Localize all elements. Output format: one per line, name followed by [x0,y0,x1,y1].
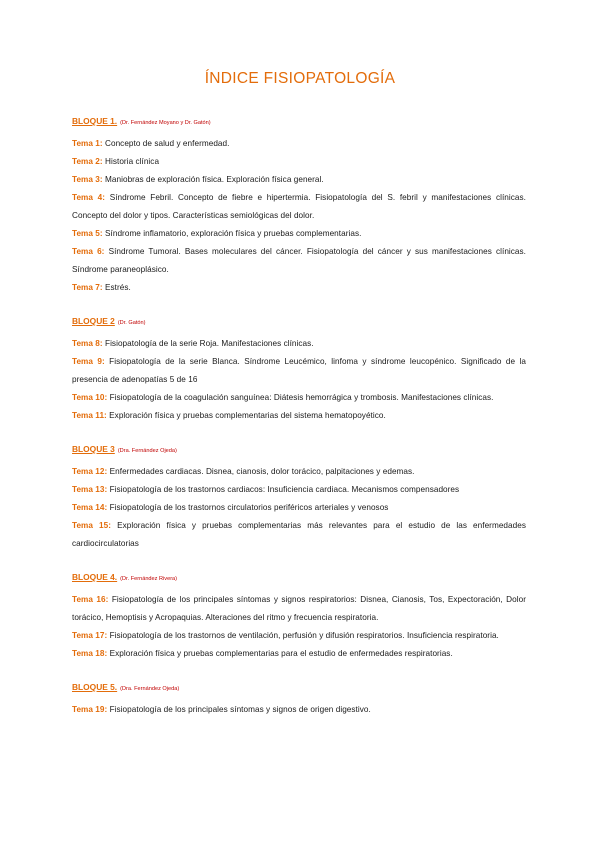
topic-item [72,135,526,153]
topic-text: Fisiopatología de la serie Blanca. Síndrome Leucémico, linfoma y síndrome leucopénico. Significado de la presencia de adenopatías 5 de 16 [72,357,526,384]
block-professor: (Dra. Fernández Ojeda) [120,686,180,692]
topic-text: Enfermedades cardiacas. Disnea, cianosis, dolor torácico, palpitaciones y edemas. [109,467,415,476]
topic-item [72,225,526,243]
topic-text: Exploración física y pruebas complementarias del sistema hematopoyético. [109,411,386,420]
topic-text: Fisiopatología de los principales síntomas y signos respiratorios: Disnea, Cianosis, Tos, Expectoración, Dolor torácico, Hemoptisis y Acropaquias. Alteraciones del ritmo y frecuencia respiratoria. [72,595,526,622]
topic-text: Fisiopatología de los trastornos circulatorios periféricos arteriales y venosos [109,503,389,512]
topic-item [72,701,526,719]
topic-item [72,499,526,517]
index-block [72,115,526,297]
index-block [72,571,526,663]
topic-item [72,517,526,553]
topic-number: Tema 15: [72,521,112,530]
topic-number: Tema 10: [72,393,108,402]
topic-text: Síndrome Tumoral. Bases moleculares del cáncer. Fisiopatología del cáncer y sus manifestaciones clínicas. Síndrome paraneoplásico. [72,247,527,274]
block-professor: (Dr. Fernández Moyano y Dr. Gatón) [120,120,211,126]
topic-text: Fisiopatología de los trastornos cardiacos: Insuficiencia cardiaca. Mecanismos compensadores [109,485,460,494]
topic-number: Tema 19: [72,705,108,714]
topic-number: Tema 8: [72,339,103,348]
topic-item [72,463,526,481]
topic-number: Tema 14: [72,503,108,512]
block-heading [72,115,526,129]
topic-text: Fisiopatología de los principales síntomas y signos de origen digestivo. [109,705,371,714]
topic-item [72,627,526,645]
topic-item [72,243,526,279]
topic-text: Fisiopatología de la serie Roja. Manifestaciones clínicas. [105,339,314,348]
topic-text: Maniobras de exploración física. Exploración física general. [105,175,324,184]
topic-item [72,189,526,225]
index-block [72,315,526,425]
topic-item [72,153,526,171]
topic-item [72,353,526,389]
topic-text: Estrés. [105,283,131,292]
topic-number: Tema 4: [72,193,106,202]
topic-number: Tema 3: [72,175,103,184]
topic-text: Síndrome inflamatorio, exploración física y pruebas complementarias. [105,229,362,238]
topic-number: Tema 13: [72,485,108,494]
index-block [72,681,526,719]
topic-number: Tema 9: [72,357,105,366]
block-label: BLOQUE 1. [72,116,118,126]
topic-text: Fisiopatología de los trastornos de ventilación, perfusión y difusión respiratorios. Insuficiencia respiratoria. [109,631,499,640]
topic-item [72,279,526,297]
topic-item [72,171,526,189]
topic-text: Concepto de salud y enfermedad. [105,139,230,148]
topic-text: Fisiopatología de la coagulación sanguínea: Diátesis hemorrágica y trombosis. Manifestaciones clínicas. [109,393,494,402]
topic-text: Síndrome Febril. Concepto de fiebre e hipertermia. Fisiopatología del S. febril y manifestaciones clínicas. Concepto del dolor y tipos. Características semiológicas del dolor. [72,193,526,220]
topic-number: Tema 12: [72,467,108,476]
topic-item [72,591,526,627]
block-label: BLOQUE 2 [72,316,115,326]
topic-number: Tema 2: [72,157,103,166]
block-label: BLOQUE 4. [72,572,118,582]
document-title: ÍNDICE FISIOPATOLOGÍA [204,70,396,87]
topic-item [72,335,526,353]
topic-item [72,389,526,407]
topic-number: Tema 18: [72,649,108,658]
topic-text: Exploración física y pruebas complementarias más relevantes para el estudio de las enfermedades cardiocirculatorias [72,521,526,548]
index-content [72,115,526,737]
index-block [72,443,526,553]
topic-number: Tema 7: [72,283,103,292]
topic-number: Tema 5: [72,229,103,238]
block-professor: (Dr. Gatón) [117,320,146,326]
block-heading [72,315,526,329]
topic-item [72,407,526,425]
block-label: BLOQUE 5. [72,682,118,692]
topic-number: Tema 1: [72,139,103,148]
topic-text: Historia clínica [105,157,160,166]
block-professor: (Dr. Fernández Rivera) [120,576,178,582]
topic-number: Tema 17: [72,631,108,640]
topic-number: Tema 16: [72,595,109,604]
block-heading [72,443,526,457]
block-label: BLOQUE 3 [72,444,115,454]
block-professor: (Dra. Fernández Ojeda) [117,448,177,454]
topic-item [72,645,526,663]
topic-number: Tema 6: [72,247,105,256]
topic-text: Exploración física y pruebas complementarias para el estudio de enfermedades respiratorias. [109,649,453,658]
topic-number: Tema 11: [72,411,107,420]
block-heading [72,681,526,695]
block-heading [72,571,526,585]
topic-item [72,481,526,499]
